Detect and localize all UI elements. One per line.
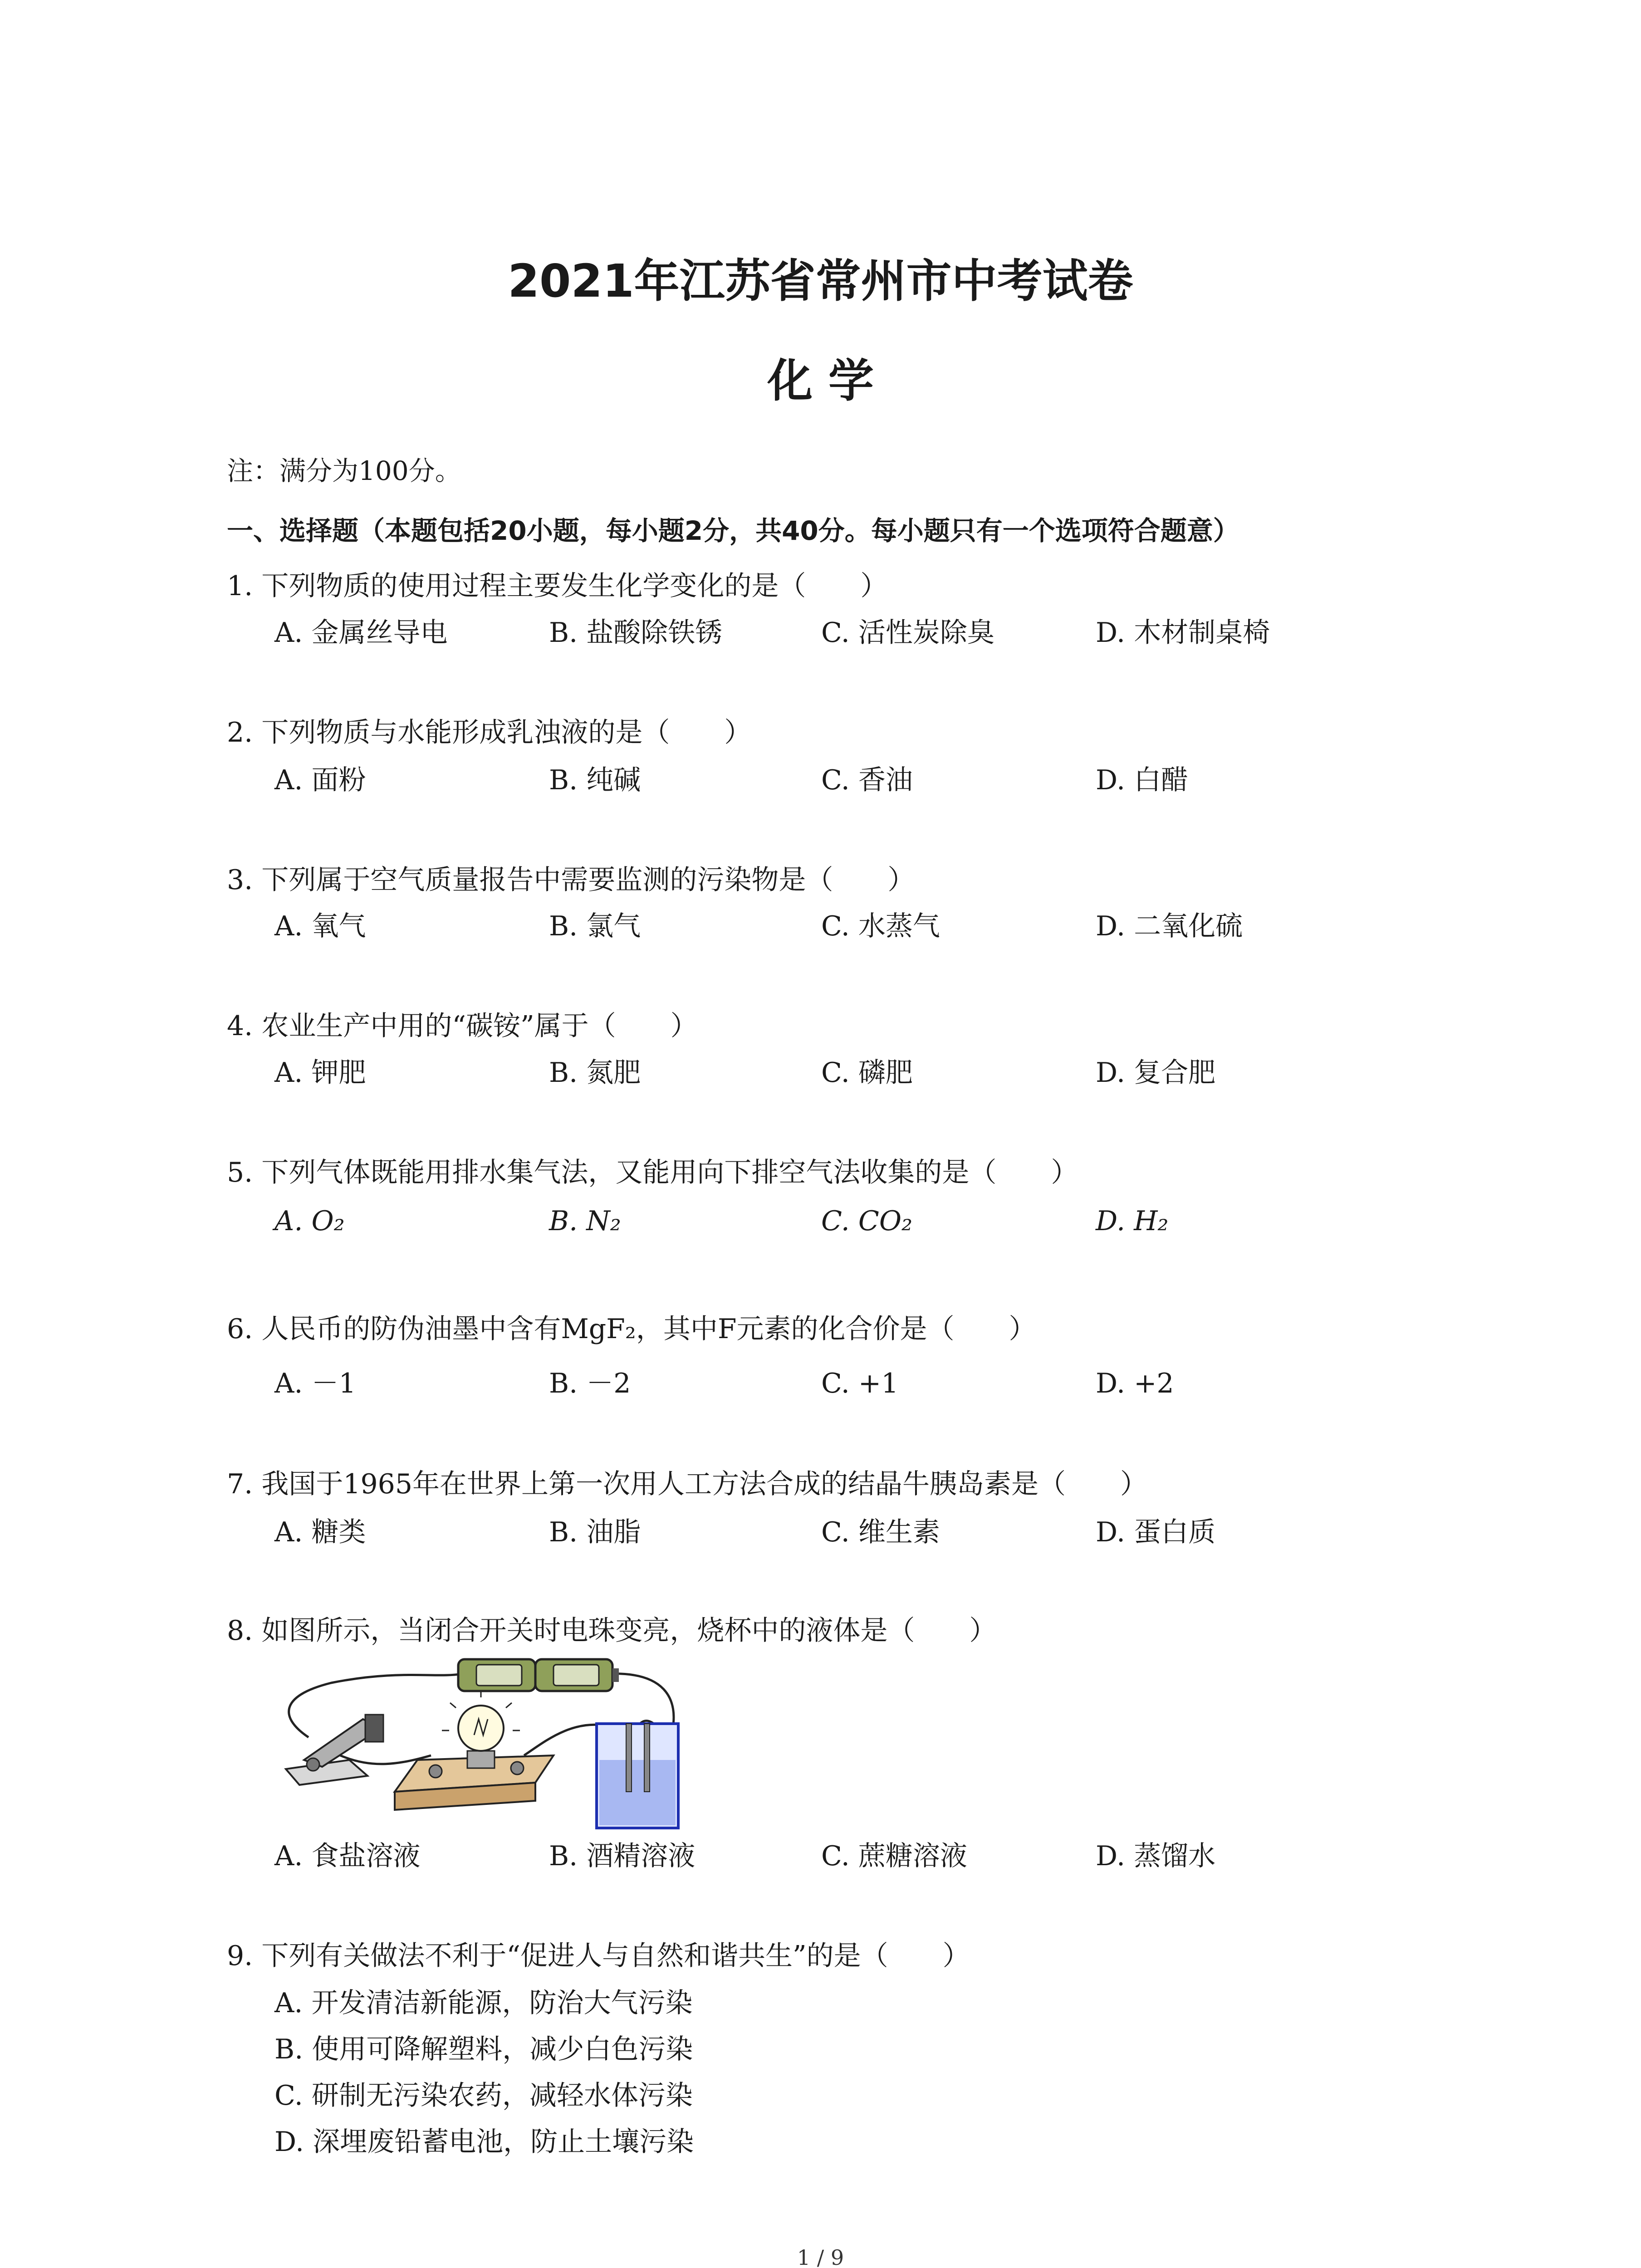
option-row bbox=[274, 1203, 1409, 1239]
option-c: C. 香油 bbox=[821, 764, 913, 796]
switch-icon bbox=[286, 1715, 383, 1785]
option-b: B. 使用可降解塑料，减少白色污染 bbox=[274, 2033, 693, 2065]
option-c: C. 维生素 bbox=[821, 1516, 940, 1548]
option-a: A. 食盐溶液 bbox=[274, 1840, 421, 1872]
option-d: D. H₂ bbox=[1096, 1205, 1169, 1237]
exam-note: 注：满分为100分。 bbox=[227, 455, 461, 486]
option-c: C. 磷肥 bbox=[821, 1057, 913, 1089]
option-a: A. 糖类 bbox=[274, 1516, 366, 1548]
option-b: B. N₂ bbox=[549, 1205, 621, 1237]
option-d: D. +2 bbox=[1096, 1368, 1174, 1399]
option-a: A. －1 bbox=[274, 1368, 356, 1399]
option-d: D. 白醋 bbox=[1096, 764, 1189, 796]
option-d: D. 深埋废铅蓄电池，防止土壤污染 bbox=[274, 2126, 694, 2158]
option-a: A. 钾肥 bbox=[274, 1057, 366, 1089]
option-c: C. +1 bbox=[821, 1368, 899, 1399]
option-row bbox=[274, 1838, 1409, 1874]
subject-title: 化 学 bbox=[767, 354, 874, 407]
option-a: A. O₂ bbox=[274, 1205, 345, 1237]
option-a: A. 面粉 bbox=[274, 764, 366, 796]
page-number: 1 / 9 bbox=[797, 2245, 844, 2268]
question-stem: 9. 下列有关做法不利于“促进人与自然和谐共生”的是（ ） bbox=[227, 1940, 970, 1972]
option-row bbox=[274, 615, 1409, 651]
beaker-icon bbox=[597, 1724, 678, 1828]
circuit-figure bbox=[263, 1647, 717, 1837]
option-list bbox=[274, 1980, 694, 2165]
option-row bbox=[274, 1365, 1409, 1402]
option-d: D. 木材制桌椅 bbox=[1096, 617, 1270, 649]
option-b: B. 油脂 bbox=[549, 1516, 641, 1548]
option-row bbox=[274, 762, 1409, 798]
option-b: B. 纯碱 bbox=[549, 764, 641, 796]
question-stem: 3. 下列属于空气质量报告中需要监测的污染物是（ ） bbox=[227, 864, 915, 896]
question-stem: 2. 下列物质与水能形成乳浊液的是（ ） bbox=[227, 717, 752, 748]
question-stem: 8. 如图所示，当闭合开关时电珠变亮，烧杯中的液体是（ ） bbox=[227, 1615, 997, 1647]
option-b: B. 氯气 bbox=[549, 910, 641, 942]
question-stem: 6. 人民币的防伪油墨中含有MgF₂，其中F元素的化合价是（ ） bbox=[227, 1313, 1036, 1345]
question-stem: 1. 下列物质的使用过程主要发生化学变化的是（ ） bbox=[227, 570, 888, 602]
bulb-icon bbox=[395, 1690, 554, 1810]
option-c: C. 蔗糖溶液 bbox=[821, 1840, 967, 1872]
battery-icon bbox=[458, 1659, 619, 1691]
option-d: D. 蛋白质 bbox=[1096, 1516, 1216, 1548]
option-b: B. 氮肥 bbox=[549, 1057, 641, 1089]
option-d: D. 蒸馏水 bbox=[1096, 1840, 1216, 1872]
option-c: C. CO₂ bbox=[821, 1205, 913, 1237]
option-row bbox=[274, 1055, 1409, 1091]
option-d: D. 二氧化硫 bbox=[1096, 910, 1243, 942]
option-c: C. 水蒸气 bbox=[821, 910, 940, 942]
option-a: A. 开发清洁新能源，防治大气污染 bbox=[274, 1987, 693, 2019]
section-heading: 一、选择题（本题包括20小题，每小题2分，共40分。每小题只有一个选项符合题意） bbox=[227, 515, 1239, 546]
option-a: A. 金属丝导电 bbox=[274, 617, 448, 649]
question-stem: 4. 农业生产中用的“碳铵”属于（ ） bbox=[227, 1010, 698, 1042]
option-b: B. 酒精溶液 bbox=[549, 1840, 696, 1872]
option-c: C. 活性炭除臭 bbox=[821, 617, 994, 649]
question-stem: 5. 下列气体既能用排水集气法，又能用向下排空气法收集的是（ ） bbox=[227, 1157, 1078, 1188]
option-d: D. 复合肥 bbox=[1096, 1057, 1216, 1089]
option-row bbox=[274, 908, 1409, 944]
option-b: B. 盐酸除铁锈 bbox=[549, 617, 723, 649]
exam-title: 2021年江苏省常州市中考试卷 bbox=[508, 254, 1133, 308]
option-c: C. 研制无污染农药，减轻水体污染 bbox=[274, 2080, 693, 2112]
option-row bbox=[274, 1514, 1409, 1550]
option-a: A. 氧气 bbox=[274, 910, 366, 942]
option-b: B. －2 bbox=[549, 1368, 631, 1399]
question-stem: 7. 我国于1965年在世界上第一次用人工方法合成的结晶牛胰岛素是（ ） bbox=[227, 1468, 1148, 1500]
